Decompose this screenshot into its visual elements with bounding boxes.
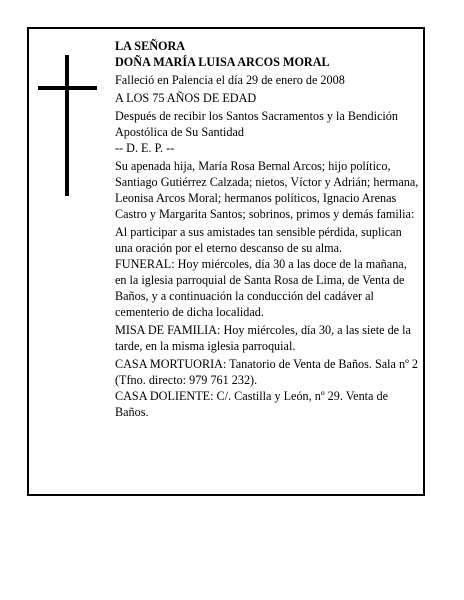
bereaved-home-paragraph: CASA DOLIENTE: C/. Castilla y León, nº 29. Venta de Baños.	[115, 389, 389, 419]
death-date-line: Falleció en Palencia el día 29 de enero de 2008	[115, 73, 345, 87]
rip-line: -- D. E. P. --	[115, 141, 175, 155]
sacraments-paragraph: Después de recibir los Santos Sacramentos y la Bendición Apostólica de Su Santidad	[115, 109, 398, 139]
family-paragraph: Su apenada hija, María Rosa Bernal Arcos; hijo político, Santiago Gutiérrez Calzada; nietos, Víctor y Adrián; hermana, Leonisa Arcos Moral; hermanos políticos, Ignacio Arenas Castro y Margarita Santos; sobrinos, primos y demás familia:	[115, 159, 419, 221]
heading-title: LA SEÑORA	[115, 39, 186, 53]
obituary-text	[115, 38, 421, 420]
deceased-name: DOÑA MARÍA LUISA ARCOS MORAL	[115, 55, 330, 69]
mortuary-paragraph: CASA MORTUORIA: Tanatorio de Venta de Baños. Sala nº 2 (Tfno. directo: 979 761 232).	[115, 357, 419, 387]
request-paragraph: Al participar a sus amistades tan sensible pérdida, suplican una oración por el eterno descanso de su alma.	[115, 225, 402, 255]
age-line: A LOS 75 AÑOS DE EDAD	[115, 91, 257, 105]
cross-vertical-bar	[65, 55, 69, 196]
cross-horizontal-bar	[38, 86, 97, 90]
funeral-paragraph: FUNERAL: Hoy miércoles, día 30 a las doce de la mañana, en la iglesia parroquial de Santa Rosa de Lima, de Venta de Baños, y a continuación la conducción del cadáver al cementerio de dicha localidad.	[115, 257, 407, 319]
family-mass-paragraph: MISA DE FAMILIA: Hoy miércoles, día 30, a las siete de la tarde, en la misma iglesia parroquial.	[115, 323, 411, 353]
